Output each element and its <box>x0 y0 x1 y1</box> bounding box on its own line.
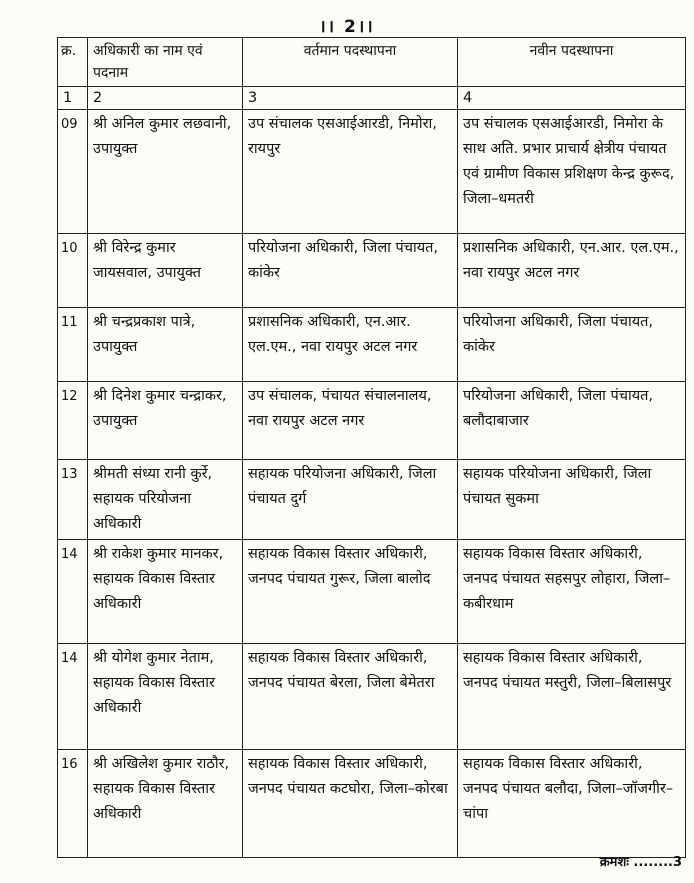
index-cell: 1 <box>58 87 88 110</box>
table-row <box>58 382 686 460</box>
current-posting: उप संचालक एसआईआरडी, निमोरा, रायपुर <box>243 110 458 234</box>
header-name: अधिकारी का नाम एवं पदनाम <box>88 38 243 87</box>
index-cell: 3 <box>243 87 458 110</box>
current-posting: सहायक परियोजना अधिकारी, जिला पंचायत दुर्ग <box>243 460 458 540</box>
officer-name: श्री विरेन्द्र कुमार जायसवाल, उपायुक्त <box>88 234 243 308</box>
index-cell: 2 <box>88 87 243 110</box>
new-posting: उप संचालक एसआईआरडी, निमोरा के साथ अति. प्रभार प्राचार्य क्षेत्रीय पंचायत एवं ग्रामीण विकास प्रशिक्षण केन्द्र कुरूद, जिला–धमतरी <box>458 110 686 234</box>
officer-name: श्री अनिल कुमार लछवानी, उपायुक्त <box>88 110 243 234</box>
serial-number: 14 <box>58 644 88 750</box>
new-posting: सहायक परियोजना अधिकारी, जिला पंचायत सुकमा <box>458 460 686 540</box>
table-row <box>58 308 686 382</box>
current-posting: परियोजना अधिकारी, जिला पंचायत, कांकेर <box>243 234 458 308</box>
current-posting: सहायक विकास विस्तार अधिकारी, जनपद पंचायत कटघोरा, जिला–कोरबा <box>243 750 458 858</box>
table-row <box>58 234 686 308</box>
table-row <box>58 460 686 540</box>
new-posting: परियोजना अधिकारी, जिला पंचायत, कांकेर <box>458 308 686 382</box>
officer-name: श्री राकेश कुमार मानकर, सहायक विकास विस्तार अधिकारी <box>88 540 243 644</box>
current-posting: सहायक विकास विस्तार अधिकारी, जनपद पंचायत गुरूर, जिला बालोद <box>243 540 458 644</box>
index-row <box>58 87 686 110</box>
table-row <box>58 644 686 750</box>
serial-number: 11 <box>58 308 88 382</box>
transfer-table <box>57 37 686 858</box>
officer-name: श्रीमती संध्या रानी कुर्रे, सहायक परियोजना अधिकारी <box>88 460 243 540</box>
table-row <box>58 110 686 234</box>
serial-number: 16 <box>58 750 88 858</box>
current-posting: सहायक विकास विस्तार अधिकारी, जनपद पंचायत बेरला, जिला बेमेतरा <box>243 644 458 750</box>
table-row <box>58 540 686 644</box>
serial-number: 10 <box>58 234 88 308</box>
header-sn: क्र. <box>58 38 88 87</box>
serial-number: 09 <box>58 110 88 234</box>
page-number: ।। 2।। <box>319 17 375 37</box>
new-posting: सहायक विकास विस्तार अधिकारी, जनपद पंचायत सहसपुर लोहारा, जिला–कबीरधाम <box>458 540 686 644</box>
current-posting: प्रशासनिक अधिकारी, एन.आर. एल.एम., नवा रायपुर अटल नगर <box>243 308 458 382</box>
officer-name: श्री दिनेश कुमार चन्द्राकर, उपायुक्त <box>88 382 243 460</box>
serial-number: 13 <box>58 460 88 540</box>
current-posting: उप संचालक, पंचायत संचालनालय, नवा रायपुर अटल नगर <box>243 382 458 460</box>
table-row <box>58 750 686 858</box>
new-posting: सहायक विकास विस्तार अधिकारी, जनपद पंचायत बलौदा, जिला–जॉजगीर–चांपा <box>458 750 686 858</box>
header-new: नवीन पदस्थापना <box>458 38 686 87</box>
new-posting: सहायक विकास विस्तार अधिकारी, जनपद पंचायत मस्तुरी, जिला–बिलासपुर <box>458 644 686 750</box>
serial-number: 14 <box>58 540 88 644</box>
officer-name: श्री चन्द्रप्रकाश पात्रे, उपायुक्त <box>88 308 243 382</box>
officer-name: श्री योगेश कुमार नेताम, सहायक विकास विस्तार अधिकारी <box>88 644 243 750</box>
header-current: वर्तमान पदस्थापना <box>243 38 458 87</box>
header-row <box>58 38 686 87</box>
index-cell: 4 <box>458 87 686 110</box>
officer-name: श्री अखिलेश कुमार राठौर, सहायक विकास विस्तार अधिकारी <box>88 750 243 858</box>
new-posting: परियोजना अधिकारी, जिला पंचायत, बलौदाबाजार <box>458 382 686 460</box>
continued-note: क्रमशः ........3 <box>599 855 682 870</box>
new-posting: प्रशासनिक अधिकारी, एन.आर. एल.एम., नवा रायपुर अटल नगर <box>458 234 686 308</box>
serial-number: 12 <box>58 382 88 460</box>
